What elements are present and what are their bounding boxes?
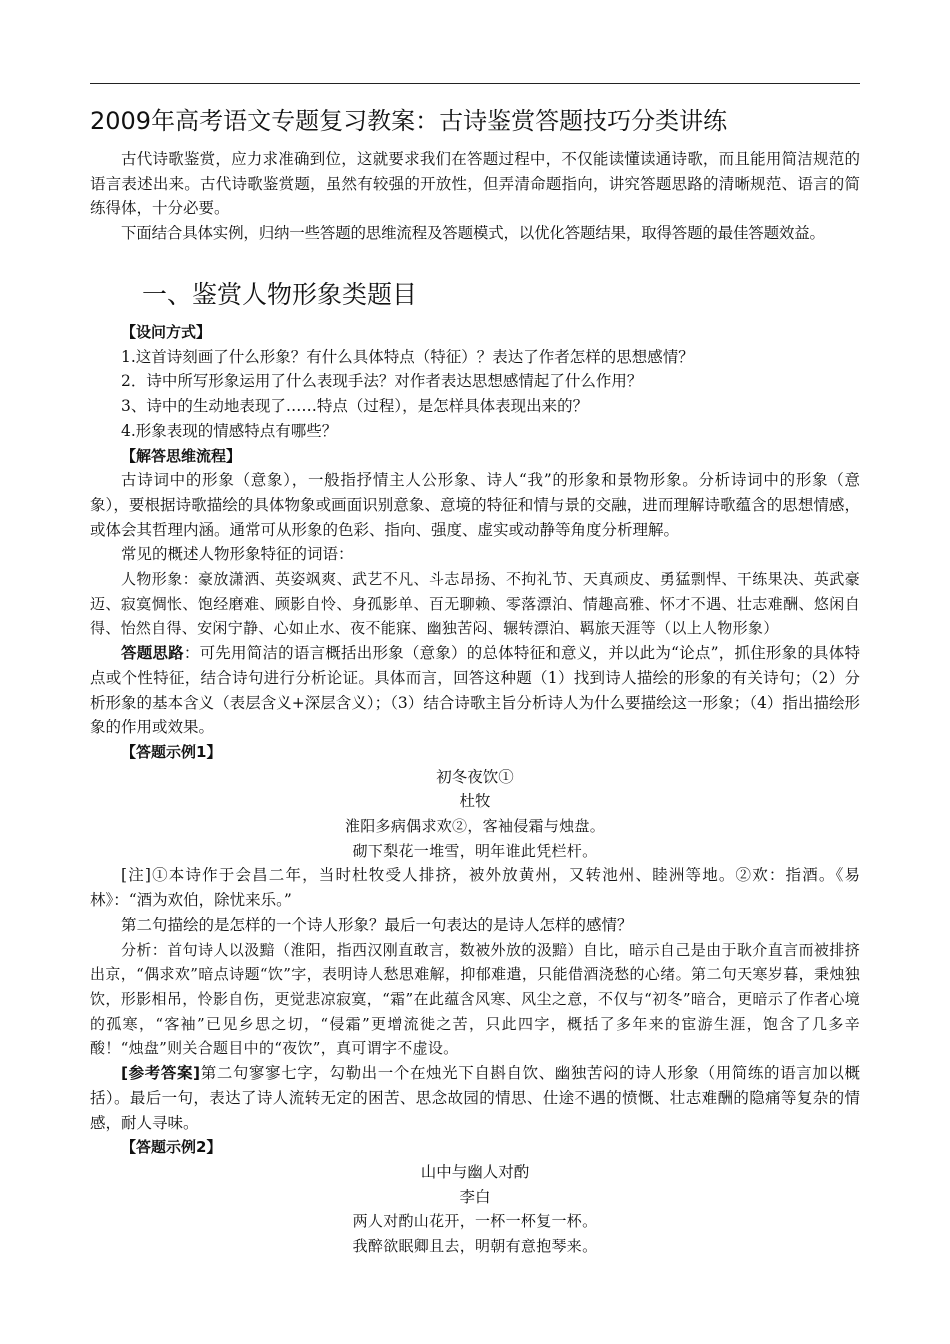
poem-1-title: 初冬夜饮① [436,767,514,786]
poem-1-note: [注]①本诗作于会昌二年，当时杜牧受人排挤，被外放黄州，又转池州、睦洲等地。②欢：指酒。《易林》：“酒为欢伯，除忧来乐。” [90,866,860,910]
poem-2-line-1: 两人对酌山花开，一杯一杯复一杯。 [352,1212,598,1231]
intro-block [90,147,860,246]
question-4: 4.形象表现的情感特点有哪些？ [121,421,338,440]
character-terms: 人物形象：豪放潇洒、英姿飒爽、武艺不凡、斗志昂扬、不拘礼节、天真顽皮、勇猛剽悍、干练果决、英武豪迈、寂寞惆怅、饱经磨难、顾影自怜、身孤影单、百无聊赖、零落漂泊、情趣高雅、怀才不遇、壮志难酬、悠闲自得、怡然自得、安闲宁静、心如止水、夜不能寐、幽独苦闷、辗转漂泊、羁旅天涯等（以上人物形象） [90,570,860,638]
thinking-flow-label: 【解答思维流程】 [121,446,242,465]
question-3: 3、诗中的生动地表现了……特点（过程），是怎样具体表现出来的？ [121,397,589,416]
approach-paragraph [90,641,860,740]
example-1-analysis: 分析：首句诗人以汲黯（淮阳，指西汉刚直敢言，数被外放的汲黯）自比，暗示自己是由于耿介直言而被排挤出京，“偶求欢”暗点诗题“饮”字，表明诗人愁思难解，抑郁难遣，只能借酒浇愁的心绪。第二句天寒岁暮，秉烛独饮，形影相吊，怜影自伤，更觉悲凉寂寞，“霜”在此蕴含风寒、风尘之意，不仅与“初冬”暗合，更暗示了作者心境的孤寒，“客袖”已见乡思之切，“侵霜”更增流徙之苦，只此四字，概括了多年来的宦游生涯，饱含了几多辛酸！“烛盘”则关合题目中的“夜饮”，真可谓字不虚设。 [90,940,860,1058]
approach-label: 答题思路 [121,644,184,663]
example-1-answer [90,1061,860,1135]
answer-1-text: 第二句寥寥七字，勾勒出一个在烛光下自斟自饮、幽独苦闷的诗人形象（用简练的语言加以概括）。最后一句，表达了诗人流转无定的困苦、思念故园的情思、仕途不遇的愤慨、壮志难酬的隐痛等复杂的情感，耐人寻味。 [90,1064,860,1132]
poem-2-author: 李白 [459,1187,491,1206]
poem-1-line-1: 淮阳多病偶求欢②，客袖侵霜与烛盘。 [344,817,606,836]
common-terms-intro: 常见的概述人物形象特征的词语： [121,545,354,564]
poem-1-author: 杜牧 [459,792,491,811]
header-rule [90,83,860,84]
document-title: 2009年高考语文专题复习教案：古诗鉴赏答题技巧分类讲练 [90,107,728,135]
answer-1-label: [参考答案] [121,1064,201,1083]
poem-2-title: 山中与幽人对酌 [420,1162,530,1181]
question-1: 1.这首诗刻画了什么形象？有什么具体特点（特征）？表达了作者怎样的思想感情？ [121,347,694,366]
poem-1-line-2: 砌下梨花一堆雪，明年谁此凭栏杆。 [352,841,598,860]
example-1-question: 第二句描绘的是怎样的一个诗人形象？最后一句表达的是诗人怎样的感情？ [121,915,633,934]
section-heading: 一、鉴赏人物形象类题目 [142,280,418,309]
intro-paragraph-1: 古代诗歌鉴赏，应力求准确到位，这就要求我们在答题过程中，不仅能读懂读通诗歌，而且能用简洁规范的语言表述出来。古代诗歌鉴赏题，虽然有较强的开放性，但弄清命题指向，讲究答题思路的清晰规范、语言的简练得体，十分必要。 [90,150,860,218]
question-types-label: 【设问方式】 [121,323,212,341]
approach-text: ：可先用简洁的语言概括出形象（意象）的总体特征和意义，并以此为“论点”，抓住形象的具体特点或个性特征，结合诗句进行分析论证。具体而言，回答这种题（1）找到诗人描绘的形象的有关诗句；（2）分析形象的基本含义（表层含义+深层含义）；（3）结合诗歌主旨分析诗人为什么要描绘这一形象；（4）指出描绘形象的作用或效果。 [90,644,860,737]
example-2-label: 【答题示例2】 [121,1138,222,1157]
question-2: 2．诗中所写形象运用了什么表现手法？对作者表达思想感情起了什么作用？ [121,372,643,391]
intro-paragraph-2: 下面结合具体实例，归纳一些答题的思维流程及答题模式，以优化答题结果，取得答题的最佳答题效益。 [121,224,825,243]
example-1-label: 【答题示例1】 [121,742,222,761]
question-types-block [90,320,860,1259]
thinking-flow-paragraph: 古诗词中的形象（意象），一般指抒情主人公形象、诗人“我”的形象和景物形象。分析诗词中的形象（意象），要根据诗歌描绘的具体物象或画面识别意象、意境的特征和情与景的交融，进而理解诗歌蕴含的思想情感，或体会其哲理内涵。通常可从形象的色彩、指向、强度、虚实或动静等角度分析理解。 [90,471,860,539]
poem-2-line-2: 我醉欲眠卿且去，明朝有意抱琴来。 [352,1237,598,1256]
